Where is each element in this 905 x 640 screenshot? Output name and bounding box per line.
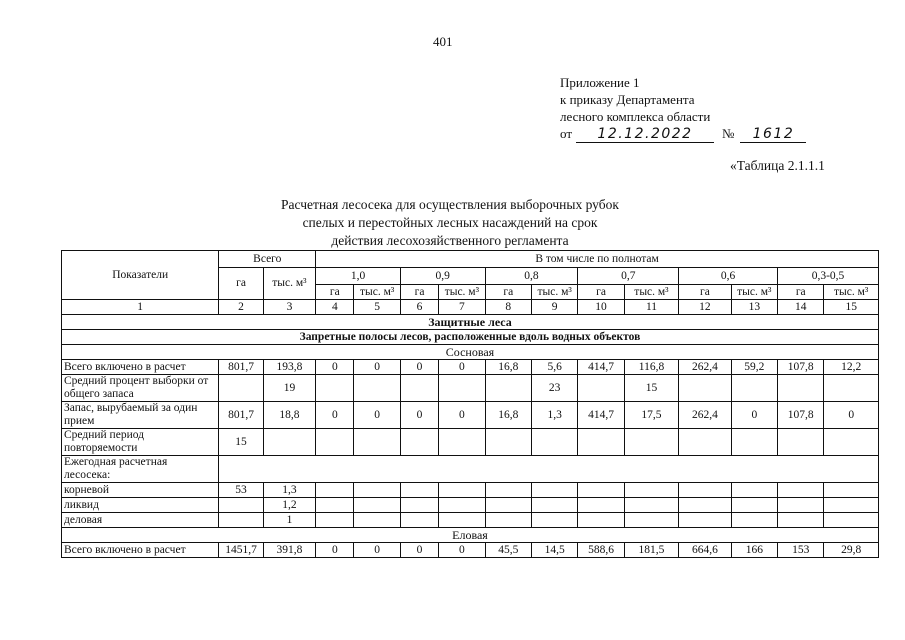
species-row [62, 345, 879, 360]
table-cell [531, 429, 577, 456]
table-cell: 414,7 [578, 402, 624, 429]
table-cell: 166 [731, 543, 777, 558]
row-label: Средний период повторяемости [62, 429, 219, 456]
table-cell [316, 375, 354, 402]
table-cell [731, 513, 777, 528]
column-number: 9 [531, 300, 577, 315]
table-cell [316, 498, 354, 513]
section-row [62, 315, 879, 330]
table-cell [531, 483, 577, 498]
table-cell [439, 483, 485, 498]
table-cell [679, 375, 731, 402]
table-cell: 5,6 [531, 360, 577, 375]
table-cell: 1 [263, 513, 315, 528]
table-cell [219, 513, 263, 528]
table-cell: 414,7 [578, 360, 624, 375]
table-cell [439, 513, 485, 528]
species-spruce: Еловая [62, 528, 879, 543]
table-cell: 0 [731, 402, 777, 429]
table-cell [485, 483, 531, 498]
order-date-line [560, 125, 806, 143]
title-line-2: спелых и перестойных лесных насаждений на срок [302, 215, 598, 230]
table-cell: 1,2 [263, 498, 315, 513]
header-density-1-0: 1,0 [316, 268, 401, 285]
table-cell [824, 483, 879, 498]
table-cell: 18,8 [263, 402, 315, 429]
table-cell: 59,2 [731, 360, 777, 375]
column-number: 12 [679, 300, 731, 315]
table-cell [400, 429, 438, 456]
table-cell: 17,5 [624, 402, 678, 429]
column-number: 8 [485, 300, 531, 315]
subsection-row [62, 330, 879, 345]
table-cell [219, 498, 263, 513]
table-row [62, 456, 879, 483]
table-cell: 1451,7 [219, 543, 263, 558]
table-cell [679, 498, 731, 513]
order-date: 12.12.2022 [576, 127, 714, 143]
table-cell-empty [219, 456, 879, 483]
row-label: Всего включено в расчет [62, 543, 219, 558]
table-cell [778, 483, 824, 498]
header-by-density: В том числе по полнотам [316, 251, 879, 268]
from-label: от [560, 126, 573, 141]
table-cell [778, 429, 824, 456]
table-cell [679, 513, 731, 528]
unit-thous-m3: тыс. м³ [624, 285, 678, 300]
table-cell: 16,8 [485, 402, 531, 429]
table-cell: 15 [219, 429, 263, 456]
table-cell: 0 [354, 360, 400, 375]
table-cell: 23 [531, 375, 577, 402]
table-cell: 12,2 [824, 360, 879, 375]
column-number: 13 [731, 300, 777, 315]
title-line-3: действия лесохозяйственного регламента [331, 233, 569, 248]
table-cell: 16,8 [485, 360, 531, 375]
table-cell [778, 375, 824, 402]
table-cell: 14,5 [531, 543, 577, 558]
table-cell [679, 429, 731, 456]
table-row [62, 543, 879, 558]
header-indicators: Показатели [62, 251, 219, 300]
table-cell: 262,4 [679, 402, 731, 429]
table-cell [354, 483, 400, 498]
table-cell [624, 429, 678, 456]
column-number: 1 [62, 300, 219, 315]
table-cell: 153 [778, 543, 824, 558]
table-cell [578, 513, 624, 528]
header-total-ha: га [219, 268, 263, 300]
table-cell: 45,5 [485, 543, 531, 558]
table-cell: 0 [400, 402, 438, 429]
table-cell [485, 513, 531, 528]
table-cell: 53 [219, 483, 263, 498]
row-label: деловая [62, 513, 219, 528]
table-cell: 181,5 [624, 543, 678, 558]
row-label: Всего включено в расчет [62, 360, 219, 375]
table-cell: 1,3 [263, 483, 315, 498]
table-cell [354, 375, 400, 402]
table-cell: 664,6 [679, 543, 731, 558]
unit-ha: га [679, 285, 731, 300]
table-cell: 0 [354, 543, 400, 558]
table-cell [400, 513, 438, 528]
header-total: Всего [219, 251, 316, 268]
table-row [62, 360, 879, 375]
table-cell: 29,8 [824, 543, 879, 558]
title-line-1: Расчетная лесосека для осуществления выборочных рубок [281, 197, 619, 212]
column-number: 5 [354, 300, 400, 315]
table-row [62, 513, 879, 528]
order-number: 1612 [740, 127, 806, 143]
column-number: 3 [263, 300, 315, 315]
column-number: 14 [778, 300, 824, 315]
table-cell [731, 498, 777, 513]
appendix-line-2: к приказу Департамента [560, 92, 695, 107]
table-cell [439, 375, 485, 402]
table-cell [439, 498, 485, 513]
table-cell: 116,8 [624, 360, 678, 375]
table-cell [219, 375, 263, 402]
column-number: 2 [219, 300, 263, 315]
table-cell: 391,8 [263, 543, 315, 558]
page-number: 401 [433, 34, 453, 49]
table-cell [624, 498, 678, 513]
row-label: Запас, вырубаемый за один прием [62, 402, 219, 429]
row-label: Средний процент выборки от общего запаса [62, 375, 219, 402]
table-cell [731, 483, 777, 498]
species-row [62, 528, 879, 543]
table-cell: 0 [439, 543, 485, 558]
table-cell: 1,3 [531, 402, 577, 429]
table-cell [578, 483, 624, 498]
table-cell [485, 429, 531, 456]
table-cell [531, 513, 577, 528]
unit-thous-m3: тыс. м³ [824, 285, 879, 300]
unit-ha: га [778, 285, 824, 300]
table-row [62, 375, 879, 402]
table-cell [824, 429, 879, 456]
row-label: Ежегодная расчетная лесосека: [62, 456, 219, 483]
table-cell: 588,6 [578, 543, 624, 558]
table-cell: 0 [316, 360, 354, 375]
table-cell: 107,8 [778, 402, 824, 429]
table-cell [354, 429, 400, 456]
allowable-cut-table [61, 250, 879, 558]
unit-thous-m3: тыс. м³ [531, 285, 577, 300]
row-label: ликвид [62, 498, 219, 513]
document-title [200, 196, 700, 250]
subsection-water-protection-strips: Запретные полосы лесов, расположенные вдоль водных объектов [62, 330, 879, 345]
column-number: 6 [400, 300, 438, 315]
column-number: 7 [439, 300, 485, 315]
table-cell: 0 [824, 402, 879, 429]
column-number: 10 [578, 300, 624, 315]
table-cell: 801,7 [219, 360, 263, 375]
table-cell [679, 483, 731, 498]
table-cell [824, 513, 879, 528]
table-cell: 0 [400, 543, 438, 558]
unit-ha: га [400, 285, 438, 300]
table-cell [624, 483, 678, 498]
table-cell [578, 498, 624, 513]
table-cell: 0 [354, 402, 400, 429]
table-cell [316, 513, 354, 528]
row-label: корневой [62, 483, 219, 498]
header-total-m3: тыс. м³ [263, 268, 315, 300]
table-cell [824, 375, 879, 402]
table-cell [485, 498, 531, 513]
table-cell [578, 429, 624, 456]
appendix-block [560, 74, 806, 143]
header-density-0-3-0-5: 0,3-0,5 [778, 268, 879, 285]
column-number: 11 [624, 300, 678, 315]
table-cell: 0 [316, 402, 354, 429]
table-cell: 801,7 [219, 402, 263, 429]
column-number: 15 [824, 300, 879, 315]
table-cell: 107,8 [778, 360, 824, 375]
table-row [62, 402, 879, 429]
table-row [62, 429, 879, 456]
table-cell: 15 [624, 375, 678, 402]
unit-ha: га [316, 285, 354, 300]
table-reference: «Таблица 2.1.1.1 [730, 158, 825, 173]
table-cell [578, 375, 624, 402]
header-density-0-6: 0,6 [679, 268, 778, 285]
table-cell [731, 429, 777, 456]
table-cell [354, 498, 400, 513]
table-cell: 0 [400, 360, 438, 375]
table-cell [485, 375, 531, 402]
table-cell [354, 513, 400, 528]
table-cell: 19 [263, 375, 315, 402]
header-row-1 [62, 251, 879, 268]
table-cell [400, 483, 438, 498]
unit-thous-m3: тыс. м³ [354, 285, 400, 300]
unit-ha: га [578, 285, 624, 300]
unit-thous-m3: тыс. м³ [731, 285, 777, 300]
appendix-line-1: Приложение 1 [560, 75, 640, 90]
table-cell [400, 498, 438, 513]
table-cell: 193,8 [263, 360, 315, 375]
table-cell: 0 [316, 543, 354, 558]
table-row [62, 498, 879, 513]
table-cell [778, 498, 824, 513]
table-cell [731, 375, 777, 402]
table-cell [531, 498, 577, 513]
header-density-0-9: 0,9 [400, 268, 485, 285]
table-cell: 0 [439, 360, 485, 375]
header-density-0-7: 0,7 [578, 268, 679, 285]
table-cell: 0 [439, 402, 485, 429]
table-cell [439, 429, 485, 456]
column-numbers-row [62, 300, 879, 315]
appendix-line-3: лесного комплекса области [560, 109, 711, 124]
section-protective-forests: Защитные леса [62, 315, 879, 330]
column-number: 4 [316, 300, 354, 315]
table-cell [316, 429, 354, 456]
header-density-0-8: 0,8 [485, 268, 578, 285]
table-cell: 262,4 [679, 360, 731, 375]
table-cell [778, 513, 824, 528]
species-pine: Сосновая [62, 345, 879, 360]
table-cell [824, 498, 879, 513]
table-cell [316, 483, 354, 498]
table-cell [624, 513, 678, 528]
unit-thous-m3: тыс. м³ [439, 285, 485, 300]
table-row [62, 483, 879, 498]
table-cell [263, 429, 315, 456]
number-label: № [722, 126, 735, 141]
table-cell [400, 375, 438, 402]
unit-ha: га [485, 285, 531, 300]
